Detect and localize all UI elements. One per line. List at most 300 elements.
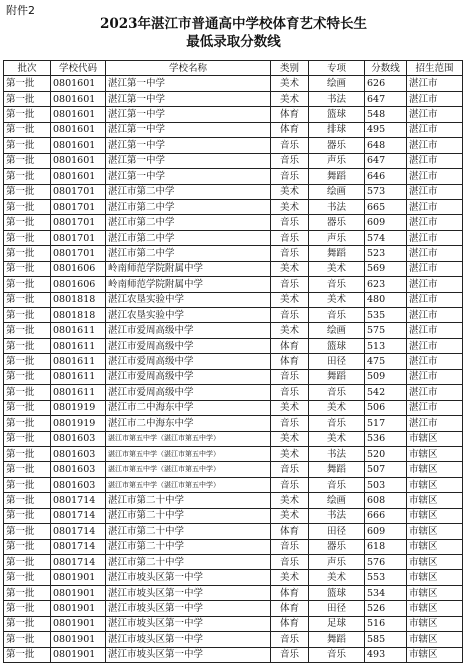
specialty-cell: 书法 — [309, 91, 365, 106]
school-name-cell: 湛江市第二中学 — [106, 246, 271, 261]
specialty-cell: 田径 — [309, 354, 365, 369]
category-cell: 美术 — [271, 570, 309, 585]
score-cell: 507 — [365, 462, 407, 477]
category-cell: 美术 — [271, 199, 309, 214]
scope-cell: 市辖区 — [407, 539, 463, 554]
specialty-cell: 音乐 — [309, 477, 365, 492]
category-cell: 美术 — [271, 508, 309, 523]
score-cell: 493 — [365, 647, 407, 662]
table-row — [4, 215, 463, 230]
school-name-cell: 湛江农垦实验中学 — [106, 292, 271, 307]
school-code-cell: 0801601 — [51, 91, 106, 106]
specialty-cell: 篮球 — [309, 107, 365, 122]
school-code-cell: 0801601 — [51, 169, 106, 184]
batch-cell: 第一批 — [4, 122, 51, 137]
school-code-cell: 0801901 — [51, 601, 106, 616]
scope-cell: 市辖区 — [407, 647, 463, 662]
table-row — [4, 277, 463, 292]
scope-cell: 湛江市 — [407, 323, 463, 338]
specialty-cell: 书法 — [309, 508, 365, 523]
specialty-cell: 美术 — [309, 261, 365, 276]
school-name-cell: 湛江第一中学 — [106, 138, 271, 153]
scope-cell: 湛江市 — [407, 246, 463, 261]
batch-cell: 第一批 — [4, 601, 51, 616]
scope-cell: 市辖区 — [407, 601, 463, 616]
school-code-cell: 0801601 — [51, 138, 106, 153]
score-cell: 666 — [365, 508, 407, 523]
batch-cell: 第一批 — [4, 230, 51, 245]
school-name-cell: 湛江第一中学 — [106, 122, 271, 137]
score-cell: 536 — [365, 431, 407, 446]
score-cell: 516 — [365, 616, 407, 631]
school-name-cell: 湛江市第二十中学 — [106, 539, 271, 554]
table-row — [4, 199, 463, 214]
school-code-cell: 0801601 — [51, 76, 106, 91]
category-cell: 音乐 — [271, 246, 309, 261]
specialty-cell: 书法 — [309, 446, 365, 461]
scope-cell: 湛江市 — [407, 230, 463, 245]
school-code-cell: 0801901 — [51, 647, 106, 662]
score-cell: 647 — [365, 91, 407, 106]
school-code-cell: 0801606 — [51, 261, 106, 276]
school-name-cell: 湛江市爱周高级中学 — [106, 369, 271, 384]
specialty-cell: 绘画 — [309, 184, 365, 199]
batch-cell: 第一批 — [4, 292, 51, 307]
school-name-cell: 湛江第一中学 — [106, 169, 271, 184]
score-cell: 480 — [365, 292, 407, 307]
score-cell: 647 — [365, 153, 407, 168]
specialty-cell: 足球 — [309, 616, 365, 631]
score-table — [3, 60, 463, 663]
category-cell: 音乐 — [271, 462, 309, 477]
score-cell: 495 — [365, 122, 407, 137]
school-code-cell: 0801601 — [51, 107, 106, 122]
specialty-cell: 绘画 — [309, 493, 365, 508]
score-cell: 520 — [365, 446, 407, 461]
school-code-cell: 0801714 — [51, 493, 106, 508]
score-cell: 513 — [365, 338, 407, 353]
school-code-cell: 0801701 — [51, 230, 106, 245]
specialty-cell: 美术 — [309, 570, 365, 585]
scope-cell: 湛江市 — [407, 107, 463, 122]
school-name-cell: 湛江第一中学 — [106, 107, 271, 122]
batch-cell: 第一批 — [4, 261, 51, 276]
school-name-cell: 湛江市第二中学 — [106, 215, 271, 230]
specialty-cell: 器乐 — [309, 215, 365, 230]
school-code-cell: 0801818 — [51, 292, 106, 307]
category-cell: 音乐 — [271, 385, 309, 400]
school-code-cell: 0801701 — [51, 246, 106, 261]
school-code-cell: 0801611 — [51, 338, 106, 353]
table-row — [4, 539, 463, 554]
table-body — [4, 76, 463, 663]
table-row — [4, 153, 463, 168]
table-row — [4, 138, 463, 153]
table-row — [4, 107, 463, 122]
category-cell: 音乐 — [271, 308, 309, 323]
score-cell: 618 — [365, 539, 407, 554]
scope-cell: 市辖区 — [407, 632, 463, 647]
batch-cell: 第一批 — [4, 354, 51, 369]
specialty-cell: 声乐 — [309, 555, 365, 570]
table-row — [4, 323, 463, 338]
category-cell: 美术 — [271, 323, 309, 338]
category-cell: 美术 — [271, 91, 309, 106]
table-row — [4, 230, 463, 245]
school-code-cell: 0801603 — [51, 446, 106, 461]
batch-cell: 第一批 — [4, 153, 51, 168]
batch-cell: 第一批 — [4, 431, 51, 446]
batch-cell: 第一批 — [4, 508, 51, 523]
scope-cell: 市辖区 — [407, 616, 463, 631]
score-cell: 576 — [365, 555, 407, 570]
school-name-cell: 湛江市第二十中学 — [106, 555, 271, 570]
specialty-cell: 排球 — [309, 122, 365, 137]
batch-cell: 第一批 — [4, 477, 51, 492]
score-cell: 535 — [365, 308, 407, 323]
specialty-cell: 绘画 — [309, 76, 365, 91]
category-cell: 音乐 — [271, 169, 309, 184]
batch-cell: 第一批 — [4, 199, 51, 214]
category-cell: 体育 — [271, 338, 309, 353]
table-row — [4, 122, 463, 137]
school-code-cell: 0801611 — [51, 385, 106, 400]
table-row — [4, 169, 463, 184]
table-row — [4, 184, 463, 199]
scope-cell: 湛江市 — [407, 400, 463, 415]
category-cell: 音乐 — [271, 416, 309, 431]
category-cell: 美术 — [271, 184, 309, 199]
header-enrollment-scope: 招生范围 — [407, 61, 463, 76]
school-name-cell: 岭南师范学院附属中学 — [106, 261, 271, 276]
header-specialty: 专项 — [309, 61, 365, 76]
specialty-cell: 美术 — [309, 400, 365, 415]
table-row — [4, 400, 463, 415]
header-score: 分数线 — [365, 61, 407, 76]
school-name-cell: 湛江市二中海东中学 — [106, 400, 271, 415]
school-code-cell: 0801901 — [51, 632, 106, 647]
score-cell: 548 — [365, 107, 407, 122]
table-header-row — [4, 61, 463, 76]
school-code-cell: 0801601 — [51, 153, 106, 168]
school-code-cell: 0801901 — [51, 585, 106, 600]
batch-cell: 第一批 — [4, 215, 51, 230]
specialty-cell: 声乐 — [309, 230, 365, 245]
school-code-cell: 0801603 — [51, 477, 106, 492]
category-cell: 体育 — [271, 616, 309, 631]
category-cell: 音乐 — [271, 647, 309, 662]
scope-cell: 市辖区 — [407, 446, 463, 461]
school-name-cell: 湛江第一中学 — [106, 76, 271, 91]
score-cell: 569 — [365, 261, 407, 276]
table-row — [4, 508, 463, 523]
specialty-cell: 书法 — [309, 199, 365, 214]
batch-cell: 第一批 — [4, 462, 51, 477]
table-row — [4, 416, 463, 431]
specialty-cell: 舞蹈 — [309, 632, 365, 647]
header-category: 类别 — [271, 61, 309, 76]
table-row — [4, 601, 463, 616]
scope-cell: 湛江市 — [407, 308, 463, 323]
score-cell: 648 — [365, 138, 407, 153]
batch-cell: 第一批 — [4, 400, 51, 415]
scope-cell: 湛江市 — [407, 91, 463, 106]
category-cell: 音乐 — [271, 369, 309, 384]
batch-cell: 第一批 — [4, 385, 51, 400]
category-cell: 音乐 — [271, 153, 309, 168]
school-code-cell: 0801611 — [51, 369, 106, 384]
table-row — [4, 76, 463, 91]
school-name-cell: 湛江市坡头区第一中学 — [106, 570, 271, 585]
school-name-cell: 湛江市第二十中学 — [106, 524, 271, 539]
scope-cell: 湛江市 — [407, 215, 463, 230]
specialty-cell: 篮球 — [309, 585, 365, 600]
batch-cell: 第一批 — [4, 524, 51, 539]
category-cell: 音乐 — [271, 632, 309, 647]
specialty-cell: 篮球 — [309, 338, 365, 353]
scope-cell: 市辖区 — [407, 585, 463, 600]
scope-cell: 湛江市 — [407, 184, 463, 199]
table-row — [4, 91, 463, 106]
school-name-cell: 湛江市第二中学 — [106, 199, 271, 214]
score-cell: 526 — [365, 601, 407, 616]
scope-cell: 湛江市 — [407, 169, 463, 184]
batch-cell: 第一批 — [4, 555, 51, 570]
batch-cell: 第一批 — [4, 184, 51, 199]
scope-cell: 湛江市 — [407, 338, 463, 353]
batch-cell: 第一批 — [4, 169, 51, 184]
batch-cell: 第一批 — [4, 338, 51, 353]
scope-cell: 市辖区 — [407, 493, 463, 508]
school-name-cell: 湛江市爱周高级中学 — [106, 354, 271, 369]
batch-cell: 第一批 — [4, 277, 51, 292]
batch-cell: 第一批 — [4, 539, 51, 554]
school-name-cell: 湛江市坡头区第一中学 — [106, 601, 271, 616]
specialty-cell: 田径 — [309, 524, 365, 539]
school-name-cell: 湛江市第二中学 — [106, 230, 271, 245]
table-row — [4, 616, 463, 631]
school-name-cell: 湛江市爱周高级中学 — [106, 338, 271, 353]
score-cell: 523 — [365, 246, 407, 261]
school-name-cell: 湛江市第二中学 — [106, 184, 271, 199]
specialty-cell: 舞蹈 — [309, 169, 365, 184]
category-cell: 美术 — [271, 446, 309, 461]
score-cell: 575 — [365, 323, 407, 338]
batch-cell: 第一批 — [4, 493, 51, 508]
header-batch: 批次 — [4, 61, 51, 76]
scope-cell: 湛江市 — [407, 76, 463, 91]
category-cell: 音乐 — [271, 138, 309, 153]
category-cell: 体育 — [271, 585, 309, 600]
school-code-cell: 0801714 — [51, 555, 106, 570]
school-name-cell: 湛江市第五中学（湛江市第五中学） — [106, 431, 271, 446]
table-row — [4, 555, 463, 570]
category-cell: 美术 — [271, 261, 309, 276]
score-cell: 665 — [365, 199, 407, 214]
score-cell: 646 — [365, 169, 407, 184]
score-cell: 608 — [365, 493, 407, 508]
scope-cell: 市辖区 — [407, 524, 463, 539]
document-title: 2023年湛江市普通高中学校体育艺术特长生 — [99, 16, 368, 32]
header-school-name: 学校名称 — [106, 61, 271, 76]
scope-cell: 湛江市 — [407, 292, 463, 307]
scope-cell: 湛江市 — [407, 138, 463, 153]
scope-cell: 市辖区 — [407, 462, 463, 477]
school-code-cell: 0801714 — [51, 524, 106, 539]
school-name-cell: 湛江第一中学 — [106, 91, 271, 106]
score-cell: 542 — [365, 385, 407, 400]
score-cell: 534 — [365, 585, 407, 600]
batch-cell: 第一批 — [4, 632, 51, 647]
school-code-cell: 0801714 — [51, 539, 106, 554]
scope-cell: 湛江市 — [407, 153, 463, 168]
table-row — [4, 246, 463, 261]
school-code-cell: 0801818 — [51, 308, 106, 323]
category-cell: 音乐 — [271, 555, 309, 570]
school-name-cell: 湛江农垦实验中学 — [106, 308, 271, 323]
score-cell: 553 — [365, 570, 407, 585]
category-cell: 美术 — [271, 76, 309, 91]
table-row — [4, 369, 463, 384]
score-cell: 626 — [365, 76, 407, 91]
category-cell: 美术 — [271, 292, 309, 307]
school-name-cell: 湛江市第二十中学 — [106, 493, 271, 508]
score-cell: 609 — [365, 215, 407, 230]
table-row — [4, 431, 463, 446]
score-cell: 503 — [365, 477, 407, 492]
batch-cell: 第一批 — [4, 585, 51, 600]
school-name-cell: 湛江市爱周高级中学 — [106, 323, 271, 338]
category-cell: 美术 — [271, 400, 309, 415]
scope-cell: 湛江市 — [407, 416, 463, 431]
table-row — [4, 446, 463, 461]
specialty-cell: 音乐 — [309, 416, 365, 431]
score-cell: 623 — [365, 277, 407, 292]
school-code-cell: 0801611 — [51, 323, 106, 338]
category-cell: 音乐 — [271, 230, 309, 245]
table-row — [4, 462, 463, 477]
school-name-cell: 湛江市二中海东中学 — [106, 416, 271, 431]
category-cell: 音乐 — [271, 277, 309, 292]
school-code-cell: 0801701 — [51, 199, 106, 214]
batch-cell: 第一批 — [4, 416, 51, 431]
specialty-cell: 器乐 — [309, 138, 365, 153]
table-row — [4, 338, 463, 353]
table-row — [4, 524, 463, 539]
table-row — [4, 308, 463, 323]
score-cell: 585 — [365, 632, 407, 647]
school-code-cell: 0801611 — [51, 354, 106, 369]
scope-cell: 湛江市 — [407, 199, 463, 214]
scope-cell: 市辖区 — [407, 508, 463, 523]
batch-cell: 第一批 — [4, 308, 51, 323]
table-row — [4, 261, 463, 276]
scope-cell: 市辖区 — [407, 570, 463, 585]
batch-cell: 第一批 — [4, 246, 51, 261]
specialty-cell: 舞蹈 — [309, 462, 365, 477]
category-cell: 体育 — [271, 601, 309, 616]
table-row — [4, 292, 463, 307]
table-row — [4, 477, 463, 492]
school-name-cell: 湛江市坡头区第一中学 — [106, 647, 271, 662]
table-row — [4, 647, 463, 662]
header-school-code: 学校代码 — [51, 61, 106, 76]
category-cell: 音乐 — [271, 539, 309, 554]
specialty-cell: 美术 — [309, 431, 365, 446]
specialty-cell: 声乐 — [309, 153, 365, 168]
school-code-cell: 0801919 — [51, 416, 106, 431]
batch-cell: 第一批 — [4, 323, 51, 338]
category-cell: 音乐 — [271, 477, 309, 492]
table-row — [4, 585, 463, 600]
school-code-cell: 0801603 — [51, 431, 106, 446]
score-cell: 509 — [365, 369, 407, 384]
school-code-cell: 0801603 — [51, 462, 106, 477]
school-name-cell: 湛江市第二十中学 — [106, 508, 271, 523]
school-code-cell: 0801901 — [51, 616, 106, 631]
school-name-cell: 岭南师范学院附属中学 — [106, 277, 271, 292]
document-subtitle: 最低录取分数线 — [186, 34, 281, 50]
school-name-cell: 湛江第一中学 — [106, 153, 271, 168]
batch-cell: 第一批 — [4, 570, 51, 585]
table-row — [4, 632, 463, 647]
batch-cell: 第一批 — [4, 369, 51, 384]
batch-cell: 第一批 — [4, 616, 51, 631]
table-row — [4, 354, 463, 369]
specialty-cell: 绘画 — [309, 323, 365, 338]
score-cell: 609 — [365, 524, 407, 539]
table-row — [4, 385, 463, 400]
category-cell: 美术 — [271, 431, 309, 446]
school-code-cell: 0801701 — [51, 215, 106, 230]
specialty-cell: 器乐 — [309, 539, 365, 554]
scope-cell: 市辖区 — [407, 431, 463, 446]
school-name-cell: 湛江市坡头区第一中学 — [106, 616, 271, 631]
school-code-cell: 0801901 — [51, 570, 106, 585]
category-cell: 美术 — [271, 493, 309, 508]
batch-cell: 第一批 — [4, 107, 51, 122]
batch-cell: 第一批 — [4, 446, 51, 461]
specialty-cell: 音乐 — [309, 277, 365, 292]
school-name-cell: 湛江市坡头区第一中学 — [106, 585, 271, 600]
batch-cell: 第一批 — [4, 91, 51, 106]
category-cell: 体育 — [271, 107, 309, 122]
specialty-cell: 田径 — [309, 601, 365, 616]
school-code-cell: 0801919 — [51, 400, 106, 415]
category-cell: 体育 — [271, 354, 309, 369]
specialty-cell: 音乐 — [309, 308, 365, 323]
school-name-cell: 湛江市爱周高级中学 — [106, 385, 271, 400]
score-cell: 475 — [365, 354, 407, 369]
score-cell: 574 — [365, 230, 407, 245]
specialty-cell: 舞蹈 — [309, 369, 365, 384]
specialty-cell: 美术 — [309, 292, 365, 307]
score-cell: 506 — [365, 400, 407, 415]
batch-cell: 第一批 — [4, 76, 51, 91]
school-code-cell: 0801606 — [51, 277, 106, 292]
scope-cell: 市辖区 — [407, 477, 463, 492]
school-code-cell: 0801714 — [51, 508, 106, 523]
batch-cell: 第一批 — [4, 138, 51, 153]
category-cell: 体育 — [271, 524, 309, 539]
scope-cell: 湛江市 — [407, 385, 463, 400]
scope-cell: 市辖区 — [407, 555, 463, 570]
specialty-cell: 音乐 — [309, 647, 365, 662]
category-cell: 音乐 — [271, 215, 309, 230]
score-cell: 573 — [365, 184, 407, 199]
scope-cell: 湛江市 — [407, 354, 463, 369]
batch-cell: 第一批 — [4, 647, 51, 662]
